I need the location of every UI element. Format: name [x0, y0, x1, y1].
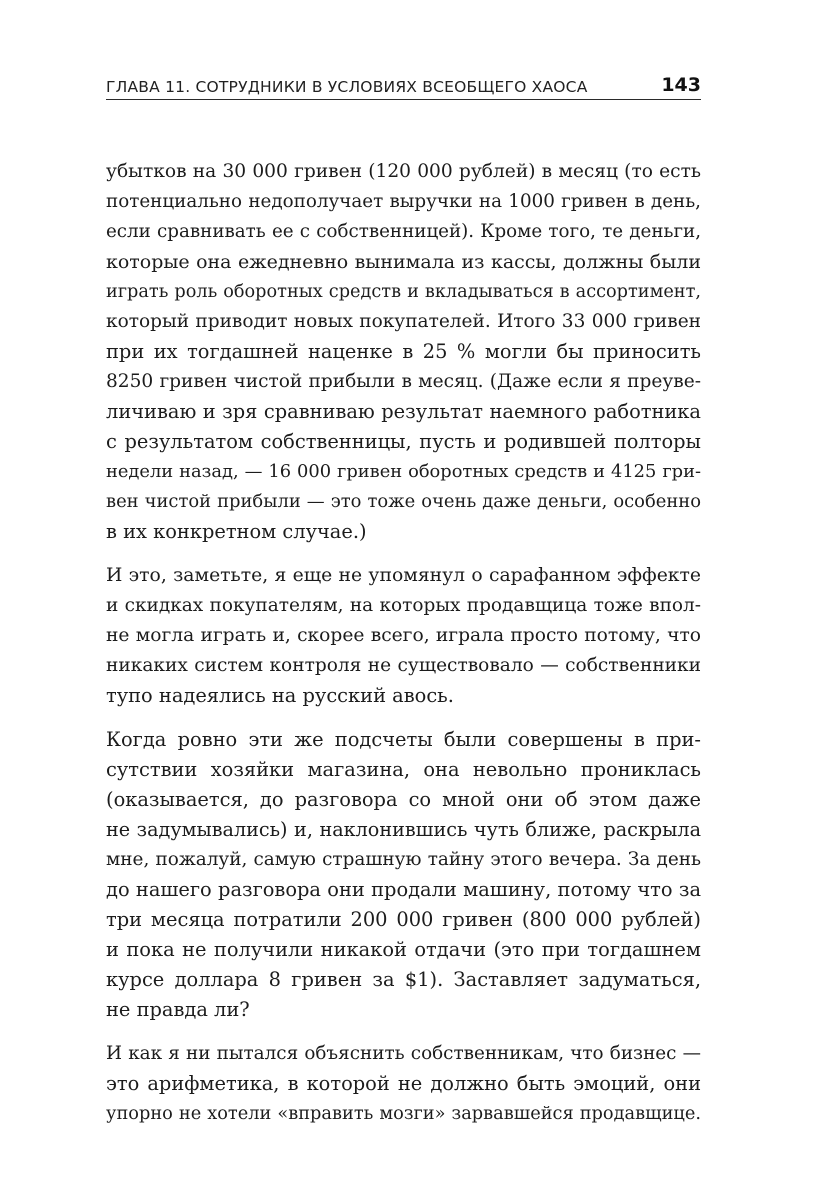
running-header	[106, 70, 701, 100]
text-line: недели назад, — 16 000 гривен оборотных средств и 4125 гри-	[106, 461, 701, 482]
text-line: мне, пожалуй, самую страшную тайну этого вечера. За день	[106, 849, 701, 870]
text-line: И это, заметьте, я еще не упомянул о сарафанном эффекте	[106, 565, 701, 586]
paragraph-4	[106, 1039, 701, 1129]
text-line: Когда ровно эти же подсчеты были совершены в при-	[106, 728, 701, 751]
text-line: который приводит новых покупателей. Итого 33 000 гривен	[106, 311, 701, 332]
text-line: упорно не хотели «вправить мозги» зарвавшейся продавщице.	[106, 1104, 701, 1124]
text-line: сутствии хозяйки магазина, она невольно прониклась	[106, 758, 701, 781]
text-line: вен чистой прибыли — это тоже очень даже деньги, особенно	[106, 491, 701, 512]
text-line: не могла играть и, скорее всего, играла просто потому, что	[106, 625, 701, 646]
text-line: курсе доллара 8 гривен за $1). Заставляет задуматься,	[106, 968, 701, 991]
text-line: три месяца потратили 200 000 гривен (800 000 рублей)	[106, 908, 701, 931]
paragraph-1	[106, 157, 701, 547]
text-line: никаких систем контроля не существовало — собственники	[106, 655, 701, 676]
text-line: в их конкретном случае.)	[106, 520, 367, 543]
paragraph-2	[106, 561, 701, 711]
text-line: до нашего разговора они продали машину, потому что за	[106, 878, 701, 901]
text-line: (оказывается, до разговора со мной они об этом даже	[106, 788, 701, 811]
text-line: личиваю и зря сравниваю результат наемного работника	[106, 400, 701, 423]
text-line: если сравнивать ее с собственницей). Кроме того, те деньги,	[106, 221, 701, 242]
paragraph-3	[106, 725, 701, 1025]
text-line: при их тогдашней наценке в 25 % могли бы приносить	[106, 340, 701, 363]
page-number: 143	[661, 74, 701, 96]
text-line: которые она ежедневно вынимала из кассы, должны были	[106, 251, 701, 273]
text-line: И как я ни пытался объяснить собственникам, что бизнес —	[106, 1043, 701, 1064]
text-line: не правда ли?	[106, 998, 250, 1021]
text-line: играть роль оборотных средств и вкладываться в ассортимент,	[106, 282, 701, 302]
text-line: убытков на 30 000 гривен (120 000 рублей) в месяц (то есть	[106, 161, 701, 182]
text-line: с результатом собственницы, пусть и родившей полторы	[106, 430, 701, 453]
text-line: 8250 гривен чистой прибыли в месяц. (Даже если я преуве-	[106, 371, 701, 392]
text-line: и пока не получили никакой отдачи (это при тогдашнем	[106, 938, 701, 961]
text-line: потенциально недополучает выручки на 1000 гривен в день,	[106, 191, 701, 212]
chapter-title: ГЛАВА 11. СОТРУДНИКИ В УСЛОВИЯХ ВСЕОБЩЕГО ХАОСА	[106, 78, 588, 96]
text-line: тупо надеялись на русский авось.	[106, 684, 454, 707]
text-line: и скидках покупателям, на которых продавщица тоже впол-	[106, 595, 701, 616]
body-text	[106, 157, 701, 1143]
text-line: это арифметика, в которой не должно быть эмоций, они	[106, 1072, 701, 1095]
text-line: не задумывались) и, наклонившись чуть ближе, раскрыла	[106, 818, 701, 841]
